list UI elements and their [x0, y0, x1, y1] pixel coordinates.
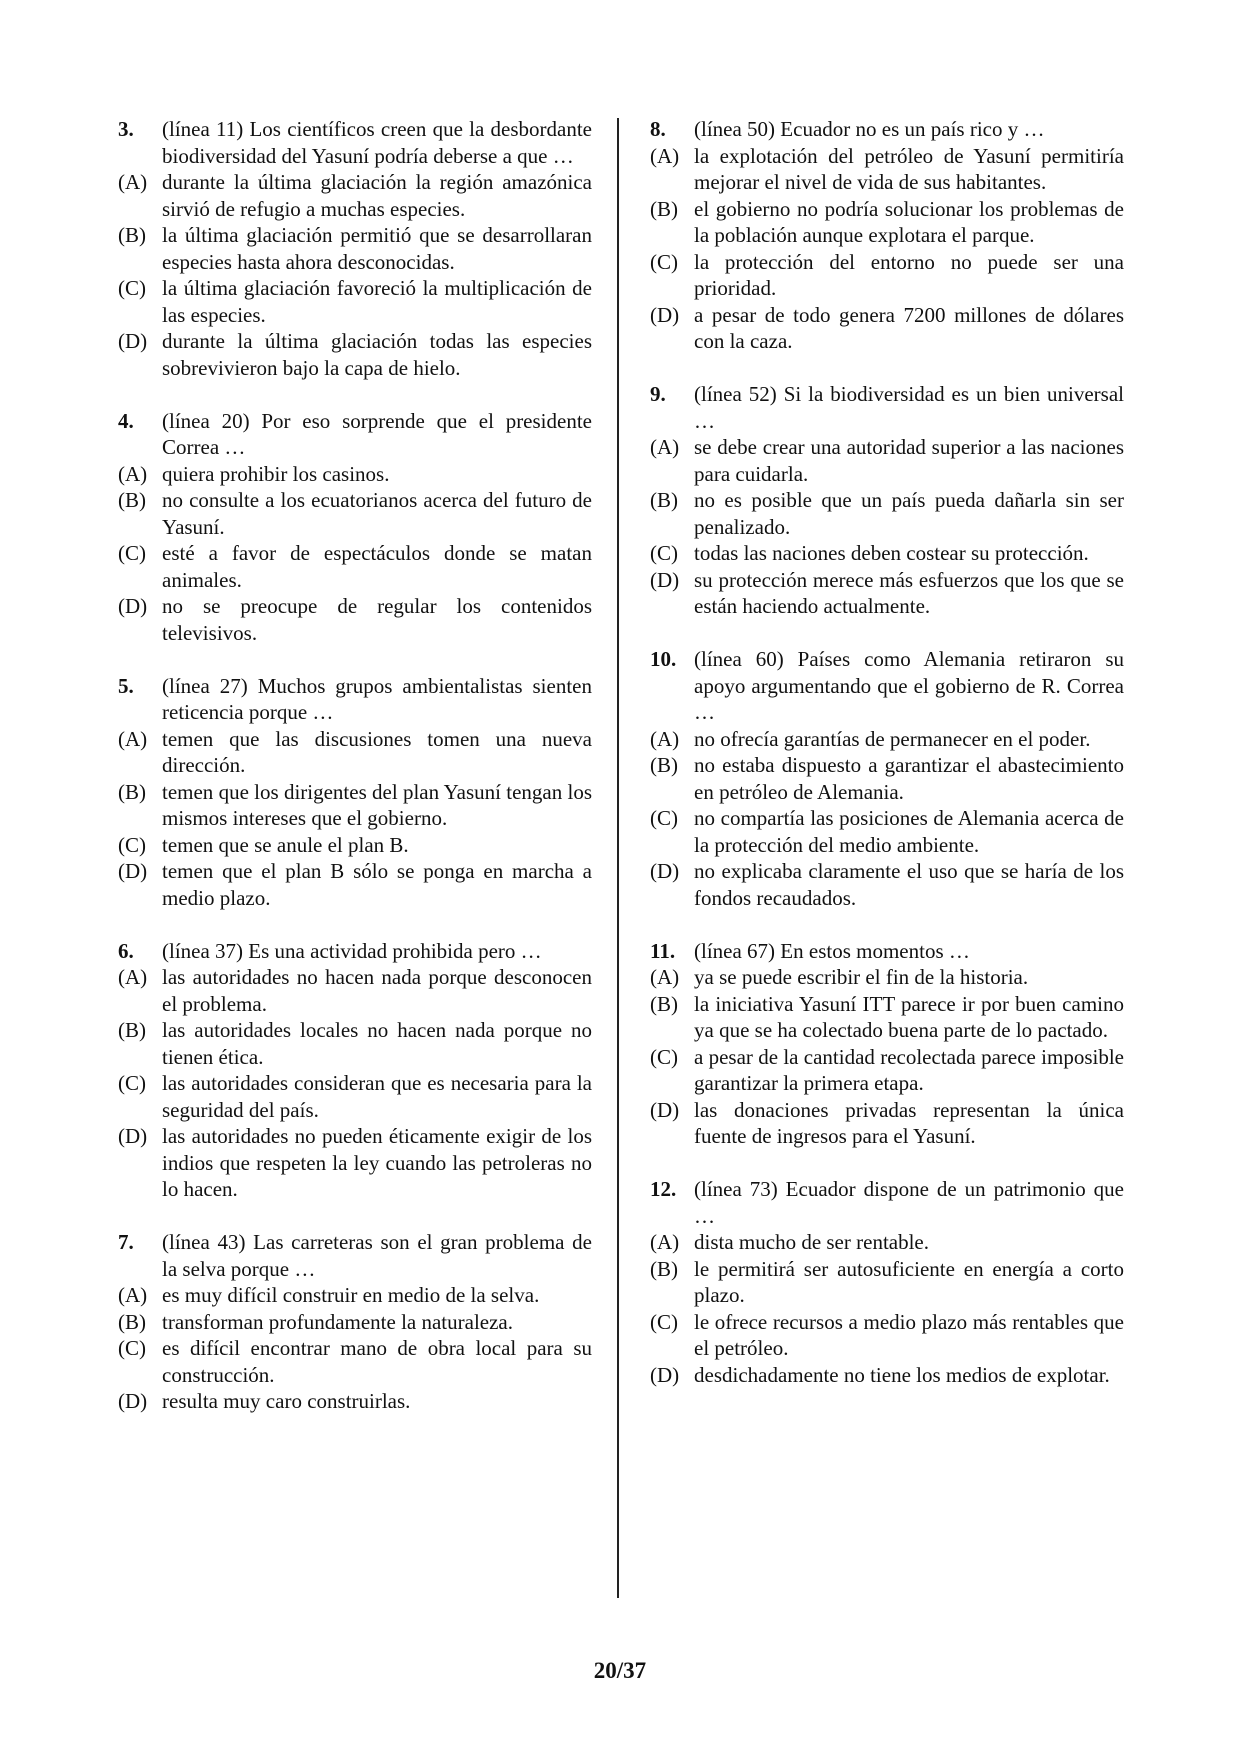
option-letter: (B) [118, 1018, 146, 1042]
question-number: 11. [650, 938, 676, 963]
question-text: (línea 73) Ecuador dispone de un patrimonio que … [694, 1177, 1124, 1228]
option-text: quiera prohibir los casinos. [162, 461, 390, 486]
answer-option [118, 1017, 592, 1070]
answer-option [118, 275, 592, 328]
option-letter: (A) [650, 726, 680, 751]
option-letter: (C) [650, 541, 678, 565]
question-stem [118, 673, 592, 726]
answer-option [650, 249, 1124, 302]
option-text: el gobierno no podría solucionar los problemas de la población aunque explotara el parque. [694, 196, 1124, 247]
option-text: no se preocupe de regular los contenidos televisivos. [162, 594, 592, 645]
option-letter: (A) [650, 435, 680, 459]
question-3 [118, 116, 592, 381]
answer-option [650, 143, 1124, 196]
question-number: 8. [650, 117, 666, 141]
question-text: (línea 11) Los científicos creen que la desbordante biodiversidad del Yasuní podría deberse a que … [162, 117, 592, 168]
option-text: no estaba dispuesto a garantizar el abastecimiento en petróleo de Alemania. [694, 753, 1124, 804]
question-text: (línea 43) Las carreteras son el gran problema de la selva porque … [162, 1230, 592, 1281]
option-text: se debe crear una autoridad superior a las naciones para cuidarla. [694, 435, 1124, 486]
answer-option [118, 832, 592, 859]
option-text: resulta muy caro construirlas. [162, 1389, 411, 1413]
answer-option [650, 540, 1124, 567]
option-letter: (C) [650, 1309, 678, 1334]
answer-option [650, 1044, 1124, 1097]
option-text: es muy difícil construir en medio de la selva. [162, 1283, 540, 1307]
option-text: no consulte a los ecuatorianos acerca del futuro de Yasuní. [162, 488, 592, 539]
answer-option [118, 540, 592, 593]
answer-option [118, 487, 592, 540]
option-text: todas las naciones deben costear su protección. [694, 541, 1089, 565]
question-stem [650, 116, 1124, 143]
option-text: desdichadamente no tiene los medios de explotar. [694, 1362, 1110, 1387]
option-letter: (A) [118, 965, 148, 989]
answer-option [118, 461, 592, 488]
option-text: la última glaciación favoreció la multiplicación de las especies. [162, 276, 592, 327]
option-text: la última glaciación permitió que se desarrollaran especies hasta ahora desconocidas. [162, 223, 592, 274]
option-text: temen que se anule el plan B. [162, 832, 409, 857]
answer-option [118, 858, 592, 911]
option-letter: (C) [118, 1071, 146, 1095]
option-letter: (B) [650, 488, 678, 512]
answer-option [650, 434, 1124, 487]
answer-option [118, 1335, 592, 1388]
answer-option [650, 1256, 1124, 1309]
option-letter: (D) [118, 594, 148, 618]
question-number: 4. [118, 408, 134, 433]
option-text: no compartía las posiciones de Alemania acerca de la protección del medio ambiente. [694, 806, 1124, 857]
question-5 [118, 673, 592, 912]
question-stem [118, 1229, 592, 1282]
option-letter: (D) [118, 329, 148, 353]
question-stem [650, 1176, 1124, 1229]
answer-option [650, 726, 1124, 753]
option-text: la iniciativa Yasuní ITT parece ir por buen camino ya que se ha colectado buena parte de lo pactado. [694, 991, 1124, 1042]
option-text: la explotación del petróleo de Yasuní permitiría mejorar el nivel de vida de sus habitantes. [694, 143, 1124, 194]
question-number: 3. [118, 117, 134, 141]
answer-option [650, 752, 1124, 805]
option-text: no explicaba claramente el uso que se haría de los fondos recaudados. [694, 859, 1124, 910]
question-10 [650, 646, 1124, 911]
left-column [118, 116, 592, 1441]
option-letter: (C) [118, 1336, 146, 1360]
question-text: (línea 52) Si la biodiversidad es un bien universal … [694, 382, 1124, 433]
option-letter: (C) [650, 249, 678, 274]
option-letter: (A) [650, 143, 680, 168]
option-letter: (A) [650, 1230, 680, 1254]
option-text: durante la última glaciación la región amazónica sirvió de refugio a muchas especies. [162, 170, 592, 221]
question-stem [650, 381, 1124, 434]
option-text: temen que los dirigentes del plan Yasuní tengan los mismos intereses que el gobierno. [162, 779, 592, 830]
option-letter: (D) [650, 859, 680, 883]
question-number: 7. [118, 1230, 134, 1254]
option-letter: (B) [650, 991, 678, 1016]
question-stem [118, 116, 592, 169]
question-number: 5. [118, 673, 134, 698]
option-text: la protección del entorno no puede ser una prioridad. [694, 249, 1124, 300]
option-text: le permitirá ser autosuficiente en energía a corto plazo. [694, 1256, 1124, 1307]
option-text: las autoridades no pueden éticamente exigir de los indios que respeten la ley cuando las petroleras no lo hacen. [162, 1124, 592, 1201]
option-text: no ofrecía garantías de permanecer en el poder. [694, 726, 1091, 751]
option-text: temen que las discusiones tomen una nueva dirección. [162, 726, 592, 777]
question-stem [118, 408, 592, 461]
answer-option [650, 196, 1124, 249]
column-divider [617, 118, 619, 1598]
answer-option [118, 964, 592, 1017]
question-stem [650, 646, 1124, 726]
option-text: dista mucho de ser rentable. [694, 1230, 929, 1254]
question-number: 9. [650, 382, 666, 406]
question-text: (línea 60) Países como Alemania retiraron su apoyo argumentando que el gobierno de R. Correa … [694, 647, 1124, 724]
answer-option [118, 779, 592, 832]
answer-option [118, 1123, 592, 1203]
option-letter: (C) [118, 832, 146, 857]
question-text: (línea 20) Por eso sorprende que el presidente Correa … [162, 408, 592, 459]
option-letter: (B) [118, 488, 146, 512]
option-letter: (B) [118, 223, 146, 247]
answer-option [118, 169, 592, 222]
answer-option [118, 222, 592, 275]
option-text: las autoridades no hacen nada porque desconocen el problema. [162, 965, 592, 1016]
option-letter: (D) [650, 1097, 680, 1122]
option-letter: (C) [650, 806, 678, 830]
question-number: 12. [650, 1177, 677, 1201]
option-letter: (D) [650, 567, 680, 592]
option-text: a pesar de la cantidad recolectada parece imposible garantizar la primera etapa. [694, 1044, 1124, 1095]
question-9 [650, 381, 1124, 620]
option-text: esté a favor de espectáculos donde se matan animales. [162, 541, 592, 592]
option-text: le ofrece recursos a medio plazo más rentables que el petróleo. [694, 1309, 1124, 1360]
option-text: durante la última glaciación todas las especies sobrevivieron bajo la capa de hielo. [162, 329, 592, 380]
question-text: (línea 27) Muchos grupos ambientalistas sienten reticencia porque … [162, 673, 592, 724]
page-number: 20/37 [593, 1658, 647, 1683]
answer-option [650, 1229, 1124, 1256]
option-letter: (C) [650, 1044, 678, 1069]
question-7 [118, 1229, 592, 1415]
option-text: transforman profundamente la naturaleza. [162, 1309, 514, 1334]
option-letter: (C) [118, 276, 146, 300]
right-column [650, 116, 1124, 1415]
option-letter: (A) [118, 170, 148, 194]
option-letter: (B) [118, 1309, 146, 1334]
answer-option [650, 964, 1124, 991]
question-number: 10. [650, 647, 677, 671]
option-text: no es posible que un país pueda dañarla sin ser penalizado. [694, 488, 1124, 539]
answer-option [650, 1309, 1124, 1362]
option-text: es difícil encontrar mano de obra local para su construcción. [162, 1336, 592, 1387]
answer-option [118, 726, 592, 779]
answer-option [650, 858, 1124, 911]
option-letter: (A) [118, 461, 148, 486]
option-text: temen que el plan B sólo se ponga en marcha a medio plazo. [162, 859, 592, 910]
answer-option [650, 302, 1124, 355]
answer-option [650, 991, 1124, 1044]
question-text: (línea 37) Es una actividad prohibida pero … [162, 938, 542, 963]
option-letter: (B) [650, 753, 678, 777]
option-letter: (A) [118, 1283, 148, 1307]
option-text: las donaciones privadas representan la única fuente de ingresos para el Yasuní. [694, 1097, 1124, 1148]
answer-option [650, 487, 1124, 540]
answer-option [118, 328, 592, 381]
option-text: ya se puede escribir el fin de la historia. [694, 965, 1029, 989]
option-text: a pesar de todo genera 7200 millones de dólares con la caza. [694, 302, 1124, 353]
question-11 [650, 938, 1124, 1150]
option-letter: (A) [118, 726, 148, 751]
option-text: las autoridades consideran que es necesaria para la seguridad del país. [162, 1071, 592, 1122]
answer-option [118, 1388, 592, 1415]
answer-option [118, 593, 592, 646]
option-letter: (B) [650, 1256, 678, 1281]
question-4 [118, 408, 592, 647]
question-stem [118, 938, 592, 965]
question-number: 6. [118, 938, 134, 963]
question-8 [650, 116, 1124, 355]
answer-option [118, 1282, 592, 1309]
question-text: (línea 67) En estos momentos … [694, 938, 970, 963]
option-letter: (D) [118, 1389, 148, 1413]
answer-option [650, 805, 1124, 858]
option-letter: (A) [650, 965, 680, 989]
question-text: (línea 50) Ecuador no es un país rico y … [694, 117, 1045, 141]
option-text: las autoridades locales no hacen nada porque no tienen ética. [162, 1018, 592, 1069]
option-letter: (B) [650, 196, 678, 221]
question-12 [650, 1176, 1124, 1388]
question-stem [650, 938, 1124, 965]
answer-option [118, 1070, 592, 1123]
option-text: su protección merece más esfuerzos que los que se están haciendo actualmente. [694, 567, 1124, 618]
answer-option [650, 1362, 1124, 1389]
question-6 [118, 938, 592, 1203]
answer-option [650, 1097, 1124, 1150]
option-letter: (B) [118, 779, 146, 804]
option-letter: (D) [650, 302, 680, 327]
answer-option [650, 567, 1124, 620]
option-letter: (C) [118, 541, 146, 565]
option-letter: (D) [118, 859, 148, 883]
option-letter: (D) [118, 1124, 148, 1148]
answer-option [118, 1309, 592, 1336]
option-letter: (D) [650, 1362, 680, 1387]
